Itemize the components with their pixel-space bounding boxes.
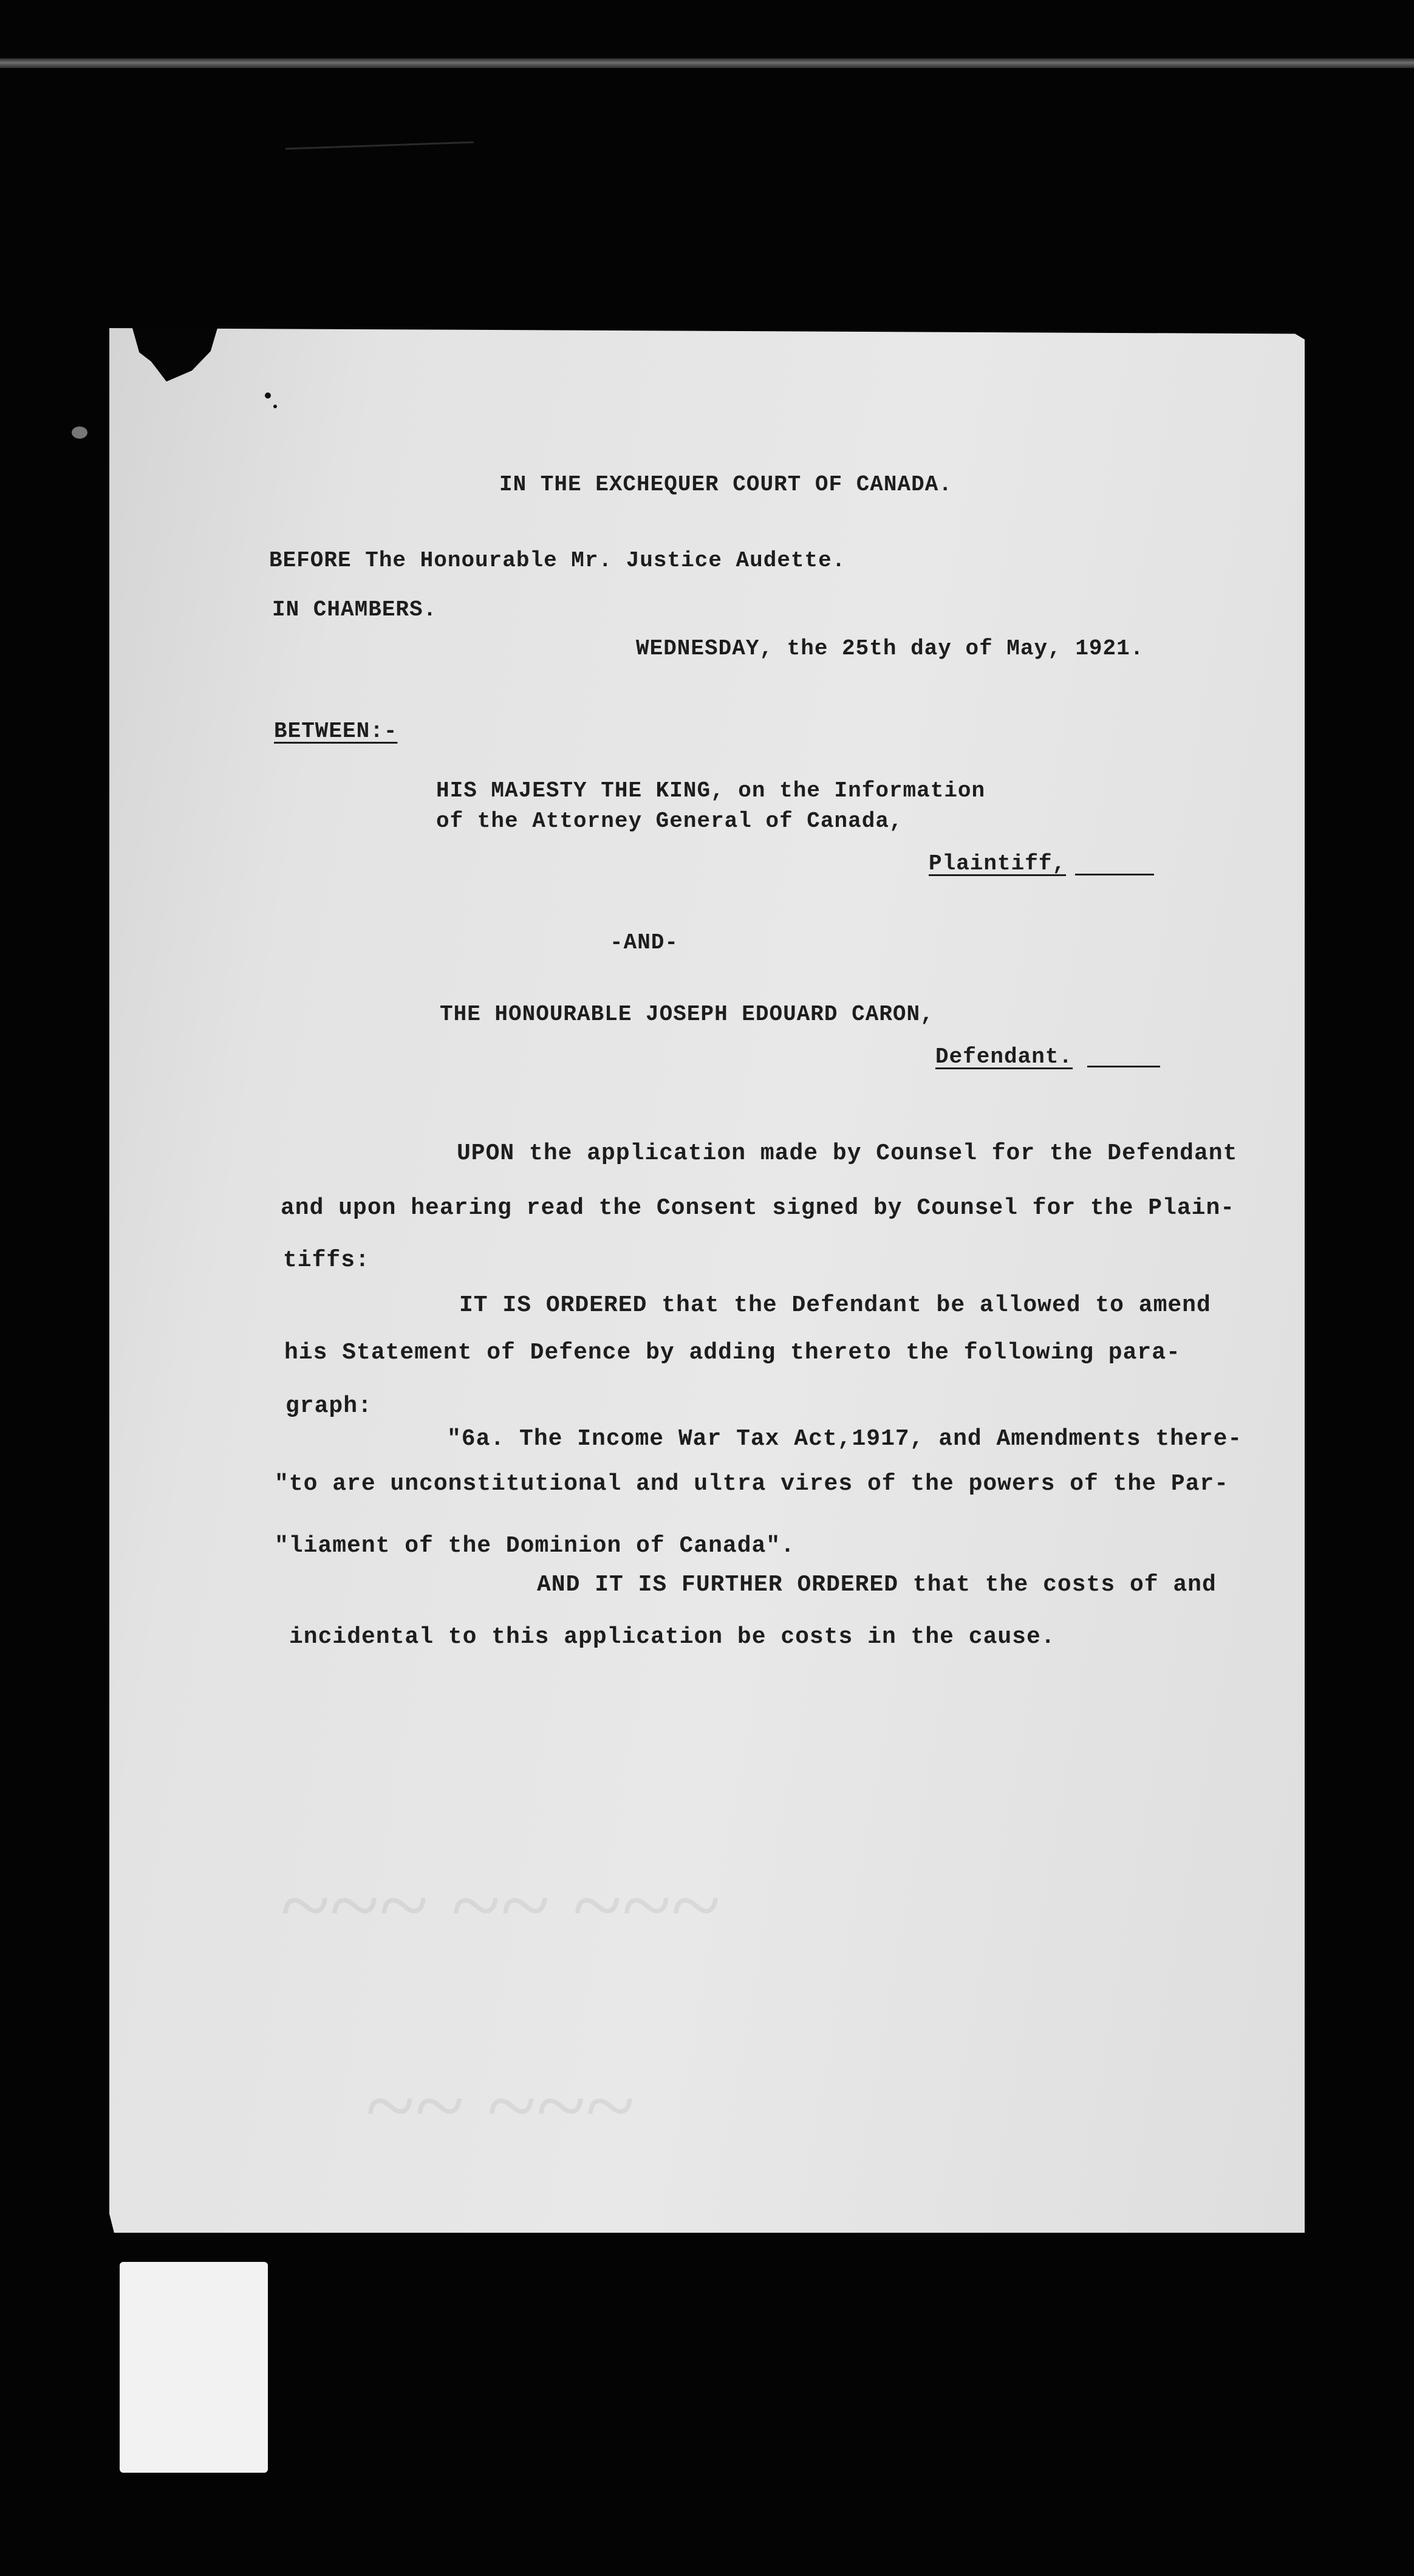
body-line: tiffs: [283, 1247, 370, 1273]
bleed-through-mark: ~~ ~~~ [364, 2055, 634, 2156]
white-target-slip [120, 2262, 268, 2473]
plaintiff-party-line-2: of the Attorney General of Canada, [436, 809, 903, 834]
body-line: his Statement of Defence by adding thereto the following para- [284, 1340, 1181, 1366]
body-line: and upon hearing read the Consent signed by Counsel for the Plain- [281, 1195, 1235, 1221]
defendant-party: THE HONOURABLE JOSEPH EDOUARD CARON, [440, 1002, 934, 1027]
between-label: BETWEEN:- [274, 719, 398, 744]
plaintiff-rule [1075, 874, 1154, 875]
plaintiff-label: Plaintiff, [929, 851, 1067, 876]
paper-speck [265, 392, 271, 399]
plaintiff-party-line-1: HIS MAJESTY THE KING, on the Information [436, 778, 986, 803]
and-label: -AND- [610, 930, 679, 955]
defendant-rule [1087, 1066, 1160, 1067]
body-line: IT IS ORDERED that the Defendant be allowed to amend [459, 1292, 1211, 1318]
film-scratch [285, 142, 474, 156]
body-line: "liament of the Dominion of Canada". [275, 1533, 795, 1559]
chambers-line: IN CHAMBERS. [272, 597, 437, 622]
paper-speck [273, 405, 277, 408]
film-edge [0, 58, 1414, 68]
body-line: UPON the application made by Counsel for the Defendant [457, 1140, 1238, 1166]
body-line: incidental to this application be costs in the cause. [289, 1624, 1056, 1650]
body-line: AND IT IS FURTHER ORDERED that the costs of and [537, 1572, 1217, 1598]
body-line: "to are unconstitutional and ultra vires of the powers of the Par- [275, 1471, 1229, 1497]
date-line: WEDNESDAY, the 25th day of May, 1921. [636, 636, 1144, 661]
body-line: graph: [285, 1393, 372, 1419]
before-line: BEFORE The Honourable Mr. Justice Audette. [269, 548, 846, 573]
body-line: "6a. The Income War Tax Act,1917, and Amendments there- [447, 1426, 1243, 1452]
court-heading: IN THE EXCHEQUER COURT OF CANADA. [499, 472, 952, 497]
bleed-through-mark: ~~~ ~~ ~~~ [279, 1855, 720, 1956]
film-speck [72, 426, 87, 439]
defendant-label: Defendant. [935, 1044, 1073, 1069]
